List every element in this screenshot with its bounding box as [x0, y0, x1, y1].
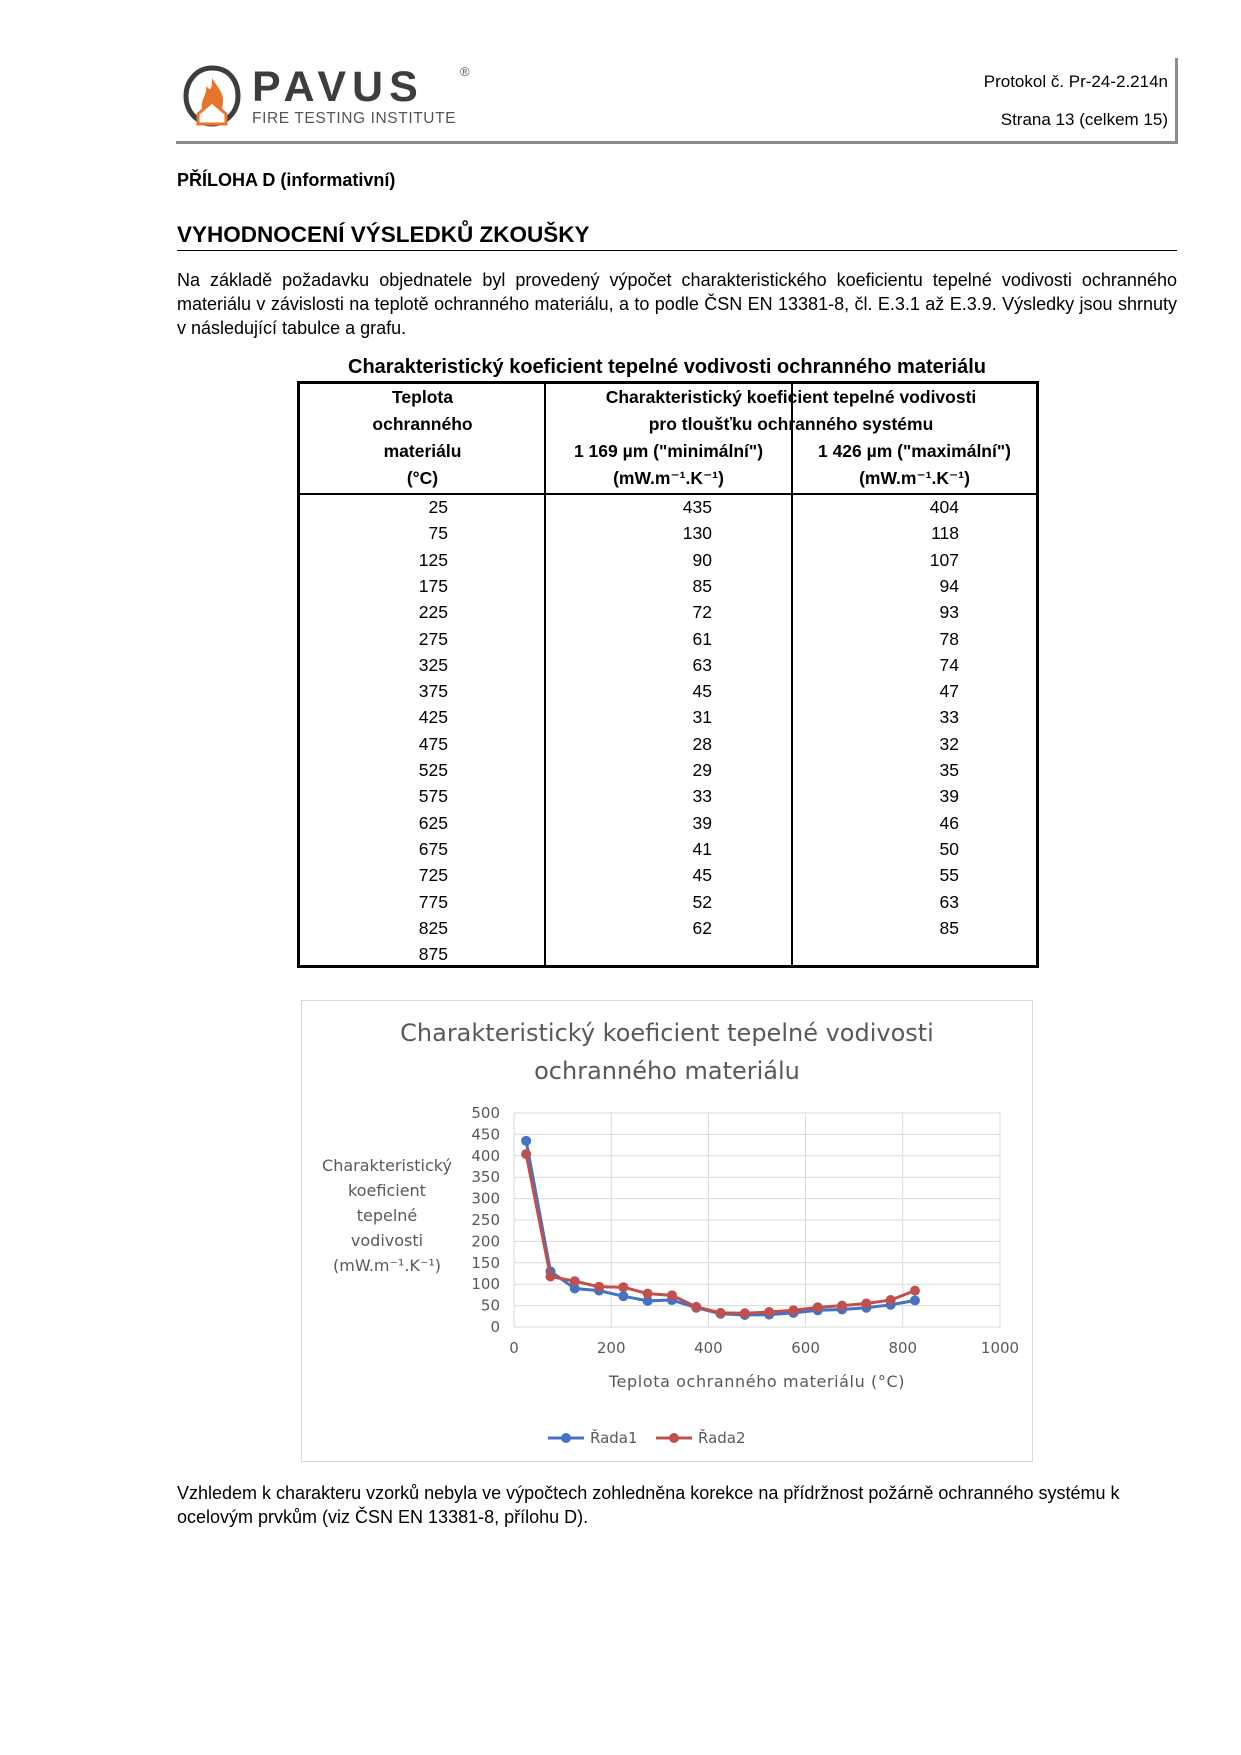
- header-vertical-divider: [1175, 58, 1178, 144]
- y-axis-label: (mW.m⁻¹.K⁻¹): [332, 1256, 442, 1275]
- data-point-Řada2: [570, 1276, 580, 1286]
- y-axis-label: vodivosti: [350, 1231, 424, 1250]
- y-axis-label: tepelné: [356, 1206, 418, 1225]
- data-point-Řada2: [886, 1295, 896, 1305]
- col2-header-line: (mW.m⁻¹.K⁻¹): [613, 468, 724, 488]
- header-divider: [176, 141, 1178, 144]
- group-header-line: Charakteristický koeficient tepelné vodivosti: [605, 387, 977, 407]
- data-point-Řada2: [545, 1271, 555, 1281]
- max-thickness-cell: 33: [939, 707, 959, 728]
- col1-header-line: materiálu: [383, 441, 462, 461]
- col2-header-line: 1 169 µm ("minimální"): [573, 441, 764, 461]
- data-point-Řada2: [788, 1305, 798, 1315]
- max-thickness-cell: 55: [939, 865, 959, 886]
- col3-header-line: 1 426 µm ("maximální"): [817, 441, 1011, 461]
- min-thickness-cell: 72: [692, 602, 712, 623]
- group-header-line: pro tloušťku ochranného systému: [648, 414, 934, 434]
- max-thickness-cell: 32: [939, 733, 959, 754]
- data-point-Řada2: [667, 1290, 677, 1300]
- y-tick-label: 300: [471, 1189, 500, 1208]
- registered-mark: ®: [460, 64, 470, 79]
- max-thickness-cell: 78: [939, 628, 959, 649]
- data-point-Řada2: [521, 1149, 531, 1159]
- temperature-cell: 125: [418, 549, 448, 570]
- x-tick-label: 0: [509, 1339, 519, 1357]
- x-tick-label: 600: [791, 1339, 820, 1357]
- col2-header: [546, 438, 791, 492]
- max-thickness-cell: 39: [939, 786, 959, 807]
- annex-label: PŘÍLOHA D (informativní): [177, 170, 396, 190]
- col1-header: [300, 384, 545, 492]
- max-thickness-cell: 85: [939, 917, 959, 938]
- min-thickness-cell: 63: [692, 654, 712, 675]
- header-meta: [984, 68, 1168, 144]
- temperature-cell: 175: [418, 575, 448, 596]
- table-title: Charakteristický koeficient tepelné vodivosti ochranného materiálu: [348, 356, 986, 378]
- group-header: [546, 384, 1036, 438]
- legend-marker: [561, 1433, 571, 1443]
- x-tick-label: 1000: [980, 1339, 1020, 1357]
- data-point-Řada2: [813, 1302, 823, 1312]
- temperature-cell: 625: [418, 812, 448, 833]
- data-point-Řada2: [764, 1307, 774, 1317]
- max-thickness-cell: 74: [939, 654, 959, 675]
- temperature-cell: 525: [418, 760, 448, 780]
- temperature-cell: 825: [418, 917, 448, 938]
- col1-header-line: (°C): [406, 468, 439, 488]
- max-thickness-cell: 35: [939, 760, 959, 780]
- data-point-Řada1: [618, 1291, 628, 1301]
- data-point-Řada2: [740, 1308, 750, 1318]
- min-thickness-cell: 90: [692, 549, 712, 570]
- max-thickness-cell: 46: [939, 812, 959, 833]
- max-thickness-cell: 107: [929, 549, 959, 570]
- legend-label: Řada1: [590, 1429, 638, 1447]
- temperature-cell: 375: [418, 681, 448, 702]
- min-thickness-cell: 45: [692, 681, 712, 702]
- intro-paragraph: Na základě požadavku objednatele byl provedený výpočet charakteristického koeficientu tepelné vodivosti ochranného materiálu v závislosti na teplotě ochranného materiálu, a to podle ČSN EN 13381-8, čl. E.3.1 až E.3.9. Výsledky jsou shrnuty v následující tabulce a grafu.: [177, 270, 1177, 338]
- min-thickness-cell: 61: [692, 628, 712, 649]
- legend-marker: [669, 1433, 679, 1443]
- min-thickness-cell: 29: [692, 760, 712, 780]
- temperature-cell: 725: [418, 865, 448, 886]
- closing-paragraph: Vzhledem k charakteru vzorků nebyla ve výpočtech zohledněna korekce na přídržnost požárně ochranného systému k ocelovým prvkům (viz ČSN EN 13381-8, přílohu D).: [177, 1483, 1120, 1527]
- min-thickness-cell: 31: [692, 707, 712, 728]
- x-tick-label: 200: [596, 1339, 626, 1357]
- x-tick-label: 800: [888, 1339, 918, 1357]
- max-thickness-cell: 94: [939, 575, 959, 596]
- y-tick-label: 150: [471, 1253, 500, 1272]
- temperature-cell: 25: [428, 497, 448, 517]
- temperature-cell: 425: [418, 707, 448, 728]
- max-thickness-cell: 63: [939, 891, 959, 912]
- max-thickness-cell: 47: [939, 681, 959, 702]
- max-thickness-cell: 93: [939, 602, 959, 623]
- x-tick-label: 400: [694, 1339, 723, 1357]
- data-point-Řada2: [643, 1289, 653, 1299]
- min-thickness-cell: 130: [682, 523, 712, 544]
- min-thickness-cell: 33: [692, 786, 712, 807]
- min-thickness-cell: 45: [692, 865, 712, 886]
- temperature-cell: 275: [418, 628, 448, 649]
- data-point-Řada2: [910, 1286, 920, 1296]
- temperature-cell: 225: [418, 602, 448, 623]
- y-tick-label: 500: [471, 1104, 500, 1122]
- min-thickness-cell: 28: [692, 733, 712, 754]
- y-tick-label: 350: [471, 1168, 500, 1187]
- temperature-cell: 475: [418, 733, 448, 754]
- page-number: Strana 13 (celkem 15): [1000, 110, 1168, 129]
- y-axis-label: koeficient: [348, 1181, 426, 1200]
- min-thickness-cell: 435: [682, 497, 712, 517]
- min-thickness-cell: 62: [692, 917, 712, 938]
- pavus-logo-icon: [182, 64, 242, 128]
- temperature-cell: 325: [418, 654, 448, 675]
- col3-header-line: (mW.m⁻¹.K⁻¹): [859, 468, 970, 488]
- temperature-cell: 675: [418, 838, 448, 859]
- max-thickness-cell: 50: [939, 838, 959, 859]
- page-header: [176, 58, 1178, 144]
- section-title: VYHODNOCENÍ VÝSLEDKŮ ZKOUŠKY: [177, 222, 1177, 251]
- data-point-Řada1: [521, 1136, 531, 1146]
- y-tick-label: 250: [471, 1211, 500, 1229]
- y-tick-label: 0: [490, 1318, 500, 1336]
- temperature-cell: 775: [418, 891, 448, 912]
- protocol-number: Protokol č. Pr-24-2.214n: [983, 72, 1168, 91]
- temperature-cell: 875: [418, 944, 448, 965]
- y-tick-label: 200: [471, 1232, 500, 1251]
- col1-header-line: Teplota: [392, 387, 453, 407]
- y-tick-label: 50: [480, 1296, 500, 1315]
- brand-name: PAVUS: [252, 63, 424, 111]
- col3-header: [793, 438, 1036, 492]
- data-point-Řada2: [837, 1301, 847, 1311]
- results-table: [297, 381, 1039, 968]
- brand-tagline: FIRE TESTING INSTITUTE: [252, 110, 457, 127]
- y-tick-label: 450: [471, 1125, 500, 1144]
- temperature-cell: 75: [428, 523, 448, 544]
- data-point-Řada2: [594, 1282, 604, 1292]
- chart-title: ochranného materiálu: [534, 1057, 800, 1085]
- thermal-conductivity-chart: [302, 1001, 1032, 1461]
- data-point-Řada2: [861, 1298, 871, 1308]
- data-point-Řada2: [716, 1308, 726, 1318]
- max-thickness-cell: 404: [929, 497, 959, 517]
- max-thickness-cell: 118: [931, 523, 959, 544]
- data-point-Řada1: [910, 1295, 920, 1305]
- temperature-cell: 575: [418, 786, 448, 807]
- y-tick-label: 100: [471, 1275, 500, 1294]
- legend-label: Řada2: [698, 1429, 746, 1447]
- col1-header-line: ochranného: [372, 414, 473, 434]
- chart-container: [301, 1000, 1033, 1462]
- min-thickness-cell: 52: [692, 891, 712, 912]
- min-thickness-cell: 41: [692, 838, 712, 859]
- chart-title: Charakteristický koeficient tepelné vodivosti: [400, 1019, 934, 1047]
- x-axis-label: Teplota ochranného materiálu (°C): [608, 1372, 906, 1391]
- min-thickness-cell: 85: [692, 575, 712, 596]
- data-point-Řada2: [691, 1302, 701, 1312]
- y-axis-label: Charakteristický: [322, 1156, 452, 1175]
- series-line-Řada1: [526, 1141, 915, 1315]
- data-point-Řada2: [618, 1282, 628, 1292]
- y-tick-label: 400: [471, 1146, 500, 1165]
- min-thickness-cell: 39: [692, 812, 712, 833]
